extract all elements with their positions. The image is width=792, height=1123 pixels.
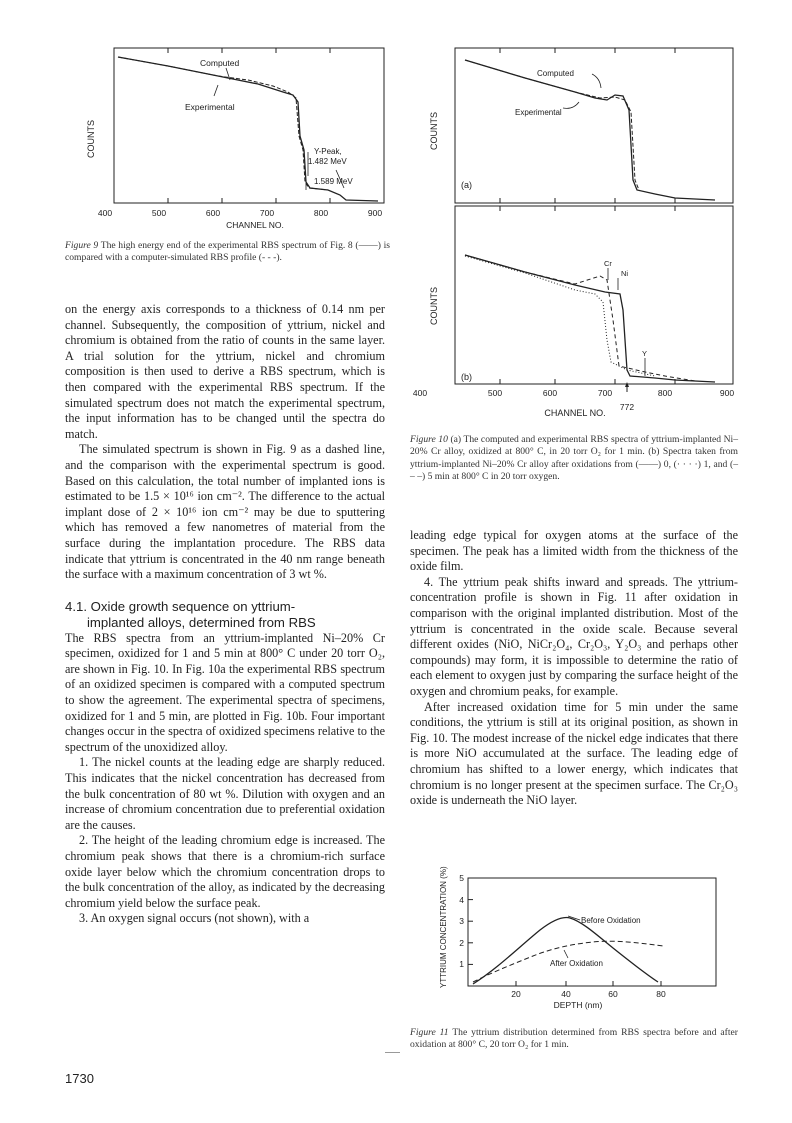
fig10b-xtick-label: 800 <box>657 388 673 398</box>
figure-11-chart <box>418 868 728 1018</box>
fig11-ytick-label: 4 <box>459 895 464 905</box>
fig9-annotation-ypeak-energy: 1.482 MeV <box>308 157 347 166</box>
fig11-xtick-label: 60 <box>608 989 618 999</box>
right-paragraph-1: leading edge typical for oxygen atoms at the surface of the specimen. The peak has a limited width from the thickness of the oxide film. <box>410 528 738 574</box>
column-divider <box>385 1052 400 1053</box>
fig9-xtick-label: 600 <box>205 208 221 218</box>
fig9-caption-label: Figure 9 <box>65 240 99 251</box>
right-column <box>410 528 738 809</box>
right-paragraph-2: 4. The yttrium peak shifts inward and spreads. The yttrium-concentration profile is shown in Fig. 11 after oxidation in comparison with the original implanted distribution. Most of the yttrium is concentrated in the oxide scale. Because several different oxides (NiO, NiCr₂O₄, Cr₂O₃, Y₂O₃ and perhaps other compounds) may form, it is impossible to determine the ratio of each element to oxygen just by comparing the surface height of the oxygen and chromium peaks, for example. <box>410 574 738 698</box>
figure-10-caption <box>410 434 738 484</box>
fig10a-panel-label: (a) <box>461 180 472 190</box>
fig11-ytick-label: 1 <box>459 959 464 969</box>
fig10a-annotation-computed: Computed <box>537 69 574 78</box>
section-heading <box>65 599 385 631</box>
left-paragraph-6: 3. An oxygen signal occurs (not shown), with a <box>79 911 310 926</box>
fig10a-ylabel: COUNTS <box>429 112 439 150</box>
fig10b-xtick-label: 900 <box>719 388 735 398</box>
fig11-ytick-label: 2 <box>459 938 464 948</box>
fig9-ylabel: COUNTS <box>86 120 96 158</box>
fig10a-computed-line <box>465 60 639 190</box>
fig10b-annotation-cr: Cr <box>604 259 612 268</box>
fig9-xtick-label: 800 <box>313 208 329 218</box>
fig11-xtick-label: 40 <box>561 989 571 999</box>
fig11-caption-label: Figure 11 <box>410 1027 449 1038</box>
fig10b-xtick-label: 400 <box>412 388 428 398</box>
fig11-annotation-after: After Oxidation <box>550 959 603 968</box>
fig11-annotation-before: Before Oxidation <box>581 916 641 925</box>
right-paragraph-3: After increased oxidation time for 5 min under the same conditions, the yttrium is still at its original position, as shown in Fig. 10. The modest increase of the nickel edge indicates that there is more NiO accumulated at the surface. The leading edge of chromium has shifted to a lower energy, which indicates that chromium is no longer present at the specimen surface. The Cr₂O₃ oxide is underneath the NiO layer. <box>410 699 738 808</box>
fig10a-experimental-line <box>465 60 715 200</box>
figure-11-caption <box>410 1027 738 1052</box>
fig11-ytick-label: 5 <box>459 873 464 883</box>
fig9-xtick-label: 400 <box>97 208 113 218</box>
fig9-xtick-label: 500 <box>151 208 167 218</box>
fig11-ytick-label: 3 <box>459 916 464 926</box>
fig10a-annotation-experimental: Experimental <box>515 108 562 117</box>
fig9-caption-text: The high energy end of the experimental RBS spectrum of Fig. 8 (——) is compared with a computer-simulated RBS profile (- - -). <box>65 240 391 264</box>
fig9-annotation-energy-2: 1.589 MeV <box>314 177 353 186</box>
fig11-frame <box>468 878 716 986</box>
left-paragraph-5: 2. The height of the leading chromium edge is increased. The chromium peak shows that there is a chromium-rich surface oxide layer below which the chromium concentration drops to the bulk concentration of the alloy, as indicated by the decreasing chromium yield below the surface peak. <box>65 833 385 910</box>
figure-9-chart <box>78 40 398 235</box>
fig10b-panel-label: (b) <box>461 372 472 382</box>
fig9-annotation-ypeak: Y-Peak, <box>314 147 342 156</box>
fig10b-xlabel: CHANNEL NO. <box>544 408 606 418</box>
fig10b-marker-label: 772 <box>619 402 635 412</box>
fig9-xtick-label: 900 <box>367 208 383 218</box>
fig11-caption-text: The yttrium distribution determined from RBS spectra before and after oxidation at 800° C, 20 torr O₂ for 1 min. <box>410 1027 738 1051</box>
left-column <box>65 302 385 927</box>
fig10b-series-5min <box>465 255 695 381</box>
fig10b-annotation-ni: Ni <box>621 269 629 278</box>
page-number: 1730 <box>65 1071 94 1086</box>
fig11-xlabel: DEPTH (nm) <box>553 1000 603 1010</box>
fig10b-series-0min <box>465 255 715 382</box>
figure-9-caption <box>65 240 390 265</box>
left-paragraph-1: on the energy axis corresponds to a thickness of 0.14 nm per channel. Subsequently, the composition of yttrium, nickel and chromium is obtained from the ratio of counts in the same layer. A trial solution for the yttrium, nickel and chromium composition is then used to derive a RBS spectrum, which is then compared with the experimental RBS spectrum. If the simulated spectrum does not match the experimental spectrum, the input information has to be changed until the spectra do match. <box>65 302 385 441</box>
fig11-xtick-label: 20 <box>511 989 521 999</box>
fig10a-frame <box>455 48 733 203</box>
fig9-annotation-computed: Computed <box>200 58 240 68</box>
left-paragraph-2: The simulated spectrum is shown in Fig. 9 as a dashed line, and the comparison with the experimental spectrum is good. Based on this calculation, the total number of implanted ions is estimated to be 1.5 × 10¹⁶ ion cm⁻². The difference to the actual implant dose of 2 × 10¹⁶ ion cm⁻² may be due to sputtering which has removed a few nanometres of material from the surface during the implantation procedure. The RBS data indicate that yttrium is concentrated in the 40 nm range beneath the surface with a maximum concentration of 3 wt %. <box>65 442 385 582</box>
fig11-ylabel: YTTRIUM CONCENTRATION (%) <box>439 866 448 988</box>
section-heading-line-1: 4.1. Oxide growth sequence on yttrium- <box>65 598 296 614</box>
fig11-before-oxidation-line <box>473 918 658 985</box>
fig10b-xtick-label: 600 <box>542 388 558 398</box>
fig9-annotation-experimental: Experimental <box>185 102 235 112</box>
figure-10-chart <box>412 40 745 450</box>
fig11-xtick-label: 80 <box>656 989 666 999</box>
fig10-caption-text: (a) The computed and experimental RBS spectra of yttrium-implanted Ni–20% Cr alloy, oxidized at 800° C, in 20 torr O₂ for 1 min. (b) Spectra taken from yttrium-implanted Ni–20% Cr alloy after oxidations from (——) 0, (· · · ·) 1, and (– – –) 5 min at 800° C in 20 torr oxygen. <box>410 434 738 483</box>
fig9-xtick-label: 700 <box>259 208 275 218</box>
fig10b-xtick-label: 700 <box>597 388 613 398</box>
fig10b-annotation-y: Y <box>642 349 648 358</box>
fig10b-ylabel: COUNTS <box>429 287 439 325</box>
fig10-caption-label: Figure 10 <box>410 434 448 445</box>
fig10b-xtick-label: 500 <box>487 388 503 398</box>
left-paragraph-4: 1. The nickel counts at the leading edge are sharply reduced. This indicates that the nickel concentration has decreased from the bulk concentration of 80 wt %. Dilution with oxygen and an increase of chromium concentration due to preferential oxidation are the causes. <box>65 755 385 832</box>
fig9-xlabel: CHANNEL NO. <box>226 220 284 230</box>
section-heading-line-2: implanted alloys, determined from RBS <box>87 614 316 630</box>
fig10b-frame <box>455 206 733 384</box>
left-paragraph-3: The RBS spectra from an yttrium-implanted Ni–20% Cr specimen, oxidized for 1 and 5 min at 800° C under 20 torr O₂, are shown in Fig. 10. In Fig. 10a the experimental RBS spectrum of an oxidized specimen is compared with a computed spectrum to show the agreement. The experimental spectra of specimens, oxidized for 1 and 5 min, are plotted in Fig. 10b. Four important changes occur in the spectra of oxidized specimens relative to the spectrum of the unoxidized alloy. <box>65 630 385 754</box>
